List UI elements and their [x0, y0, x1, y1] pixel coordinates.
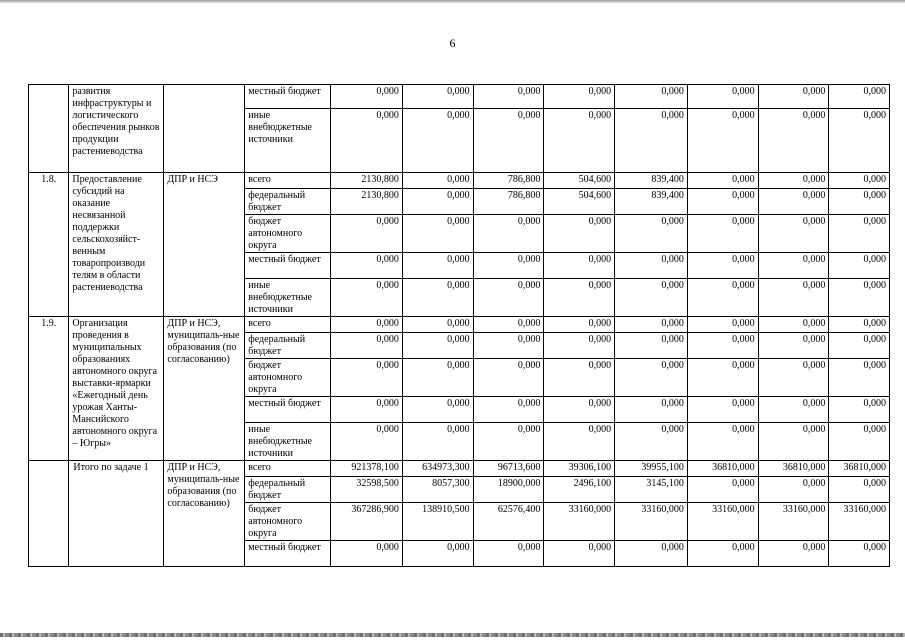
- amount-cell: 0,000: [829, 359, 890, 397]
- table-row: [29, 461, 890, 477]
- amount-cell: 0,000: [331, 423, 403, 461]
- funding-source: иные внебюджетные источники: [245, 109, 331, 173]
- amount-cell: 0,000: [331, 85, 403, 109]
- funding-source: местный бюджет: [245, 253, 331, 279]
- amount-cell: 0,000: [544, 397, 615, 423]
- amount-cell: 33160,000: [544, 503, 615, 541]
- amount-cell: 0,000: [758, 109, 829, 173]
- amount-cell: 0,000: [687, 477, 758, 503]
- amount-cell: 0,000: [615, 333, 688, 359]
- funding-source: бюджет автономного округа: [245, 215, 331, 253]
- amount-cell: 0,000: [544, 215, 615, 253]
- amount-cell: 0,000: [331, 317, 403, 333]
- amount-cell: 0,000: [402, 189, 473, 215]
- amount-cell: 0,000: [687, 253, 758, 279]
- amount-cell: 0,000: [687, 317, 758, 333]
- amount-cell: 0,000: [758, 173, 829, 189]
- amount-cell: 0,000: [687, 215, 758, 253]
- amount-cell: 921378,100: [331, 461, 403, 477]
- measure-name: Итого по задаче 1: [69, 461, 164, 567]
- amount-cell: 0,000: [331, 109, 403, 173]
- amount-cell: 0,000: [758, 85, 829, 109]
- amount-cell: 634973,300: [402, 461, 473, 477]
- amount-cell: 0,000: [829, 215, 890, 253]
- amount-cell: 33160,000: [615, 503, 688, 541]
- amount-cell: 0,000: [829, 109, 890, 173]
- amount-cell: 36810,000: [829, 461, 890, 477]
- amount-cell: 0,000: [402, 215, 473, 253]
- measure-name: развития инфраструктуры и логистического обеспечения рынков продукции растениеводства: [69, 85, 164, 173]
- amount-cell: 786,800: [473, 173, 544, 189]
- amount-cell: 0,000: [758, 215, 829, 253]
- row-index: [29, 461, 69, 567]
- amount-cell: 0,000: [687, 279, 758, 317]
- amount-cell: 18900,000: [473, 477, 544, 503]
- measure-name: Организация проведения в муниципальных образованиях автономного округа выставки-ярмарки «Ежегодный день урожая Ханты-Мансийского автономного округа – Югры»: [69, 317, 164, 461]
- funding-source: местный бюджет: [245, 541, 331, 567]
- page-number: 6: [449, 36, 456, 50]
- funding-source: бюджет автономного округа: [245, 359, 331, 397]
- amount-cell: 0,000: [615, 109, 688, 173]
- funding-source: всего: [245, 317, 331, 333]
- amount-cell: 0,000: [473, 423, 544, 461]
- amount-cell: 839,400: [615, 189, 688, 215]
- amount-cell: 0,000: [473, 85, 544, 109]
- amount-cell: 0,000: [687, 359, 758, 397]
- amount-cell: 96713,600: [473, 461, 544, 477]
- amount-cell: 0,000: [544, 109, 615, 173]
- amount-cell: 2130,800: [331, 189, 403, 215]
- amount-cell: 0,000: [473, 359, 544, 397]
- amount-cell: 0,000: [758, 359, 829, 397]
- amount-cell: 0,000: [473, 333, 544, 359]
- amount-cell: 0,000: [473, 109, 544, 173]
- amount-cell: 0,000: [544, 253, 615, 279]
- scan-edge-bottom: [0, 633, 905, 637]
- amount-cell: 2130,800: [331, 173, 403, 189]
- amount-cell: 0,000: [758, 397, 829, 423]
- amount-cell: 0,000: [544, 423, 615, 461]
- amount-cell: 0,000: [402, 279, 473, 317]
- amount-cell: 0,000: [331, 279, 403, 317]
- amount-cell: 504,600: [544, 189, 615, 215]
- amount-cell: 0,000: [687, 541, 758, 567]
- amount-cell: 0,000: [331, 359, 403, 397]
- executor: ДПР и НСЭ, муниципаль-ные образования (по согласованию): [164, 317, 245, 461]
- funding-source: иные внебюджетные источники: [245, 423, 331, 461]
- amount-cell: 2496,100: [544, 477, 615, 503]
- amount-cell: 0,000: [829, 173, 890, 189]
- amount-cell: 0,000: [615, 397, 688, 423]
- amount-cell: 0,000: [758, 423, 829, 461]
- amount-cell: 0,000: [758, 541, 829, 567]
- amount-cell: 33160,000: [758, 503, 829, 541]
- amount-cell: 0,000: [331, 541, 403, 567]
- executor: [164, 85, 245, 173]
- amount-cell: 33160,000: [687, 503, 758, 541]
- amount-cell: 0,000: [615, 215, 688, 253]
- amount-cell: 0,000: [544, 279, 615, 317]
- amount-cell: 0,000: [687, 173, 758, 189]
- row-index: [29, 85, 69, 173]
- amount-cell: 0,000: [758, 279, 829, 317]
- funding-source: федеральный бюджет: [245, 477, 331, 503]
- amount-cell: 0,000: [687, 333, 758, 359]
- amount-cell: 0,000: [473, 317, 544, 333]
- amount-cell: 0,000: [687, 189, 758, 215]
- amount-cell: 0,000: [402, 423, 473, 461]
- table-row: [29, 85, 890, 109]
- executor: ДПР и НСЭ, муниципаль-ные образования (по согласованию): [164, 461, 245, 567]
- amount-cell: 0,000: [473, 541, 544, 567]
- amount-cell: 62576,400: [473, 503, 544, 541]
- amount-cell: 0,000: [402, 85, 473, 109]
- table-row: [29, 317, 890, 333]
- executor: ДПР и НСЭ: [164, 173, 245, 317]
- amount-cell: 0,000: [402, 359, 473, 397]
- table-row: [29, 173, 890, 189]
- amount-cell: 0,000: [544, 359, 615, 397]
- funding-source: всего: [245, 461, 331, 477]
- amount-cell: 367286,900: [331, 503, 403, 541]
- amount-cell: 138910,500: [402, 503, 473, 541]
- amount-cell: 0,000: [331, 333, 403, 359]
- amount-cell: 0,000: [829, 85, 890, 109]
- amount-cell: 504,600: [544, 173, 615, 189]
- amount-cell: 0,000: [544, 317, 615, 333]
- amount-cell: 0,000: [829, 423, 890, 461]
- amount-cell: 3145,100: [615, 477, 688, 503]
- row-index: 1.9.: [29, 317, 69, 461]
- amount-cell: 0,000: [544, 333, 615, 359]
- funding-source: федеральный бюджет: [245, 189, 331, 215]
- funding-source: местный бюджет: [245, 85, 331, 109]
- amount-cell: 0,000: [544, 85, 615, 109]
- amount-cell: 0,000: [402, 253, 473, 279]
- amount-cell: 0,000: [615, 317, 688, 333]
- amount-cell: 0,000: [473, 253, 544, 279]
- amount-cell: 0,000: [829, 189, 890, 215]
- amount-cell: 0,000: [402, 109, 473, 173]
- funding-source: федеральный бюджет: [245, 333, 331, 359]
- scan-edge-top: [0, 0, 905, 3]
- amount-cell: 786,800: [473, 189, 544, 215]
- amount-cell: 0,000: [402, 333, 473, 359]
- amount-cell: 0,000: [402, 317, 473, 333]
- amount-cell: 33160,000: [829, 503, 890, 541]
- amount-cell: 39955,100: [615, 461, 688, 477]
- amount-cell: 0,000: [829, 477, 890, 503]
- budget-table: [28, 84, 890, 567]
- amount-cell: 0,000: [829, 333, 890, 359]
- amount-cell: 39306,100: [544, 461, 615, 477]
- amount-cell: 0,000: [615, 423, 688, 461]
- amount-cell: 0,000: [402, 397, 473, 423]
- funding-source: иные внебюджетные источники: [245, 279, 331, 317]
- amount-cell: 0,000: [331, 253, 403, 279]
- amount-cell: 0,000: [687, 109, 758, 173]
- row-index: 1.8.: [29, 173, 69, 317]
- amount-cell: 0,000: [687, 85, 758, 109]
- amount-cell: 0,000: [829, 317, 890, 333]
- amount-cell: 0,000: [758, 253, 829, 279]
- amount-cell: 0,000: [473, 279, 544, 317]
- funding-source: бюджет автономного округа: [245, 503, 331, 541]
- amount-cell: 0,000: [829, 397, 890, 423]
- amount-cell: 0,000: [758, 189, 829, 215]
- amount-cell: 0,000: [758, 333, 829, 359]
- amount-cell: 0,000: [331, 397, 403, 423]
- amount-cell: 0,000: [615, 253, 688, 279]
- amount-cell: 0,000: [615, 359, 688, 397]
- amount-cell: 32598,500: [331, 477, 403, 503]
- amount-cell: 8057,300: [402, 477, 473, 503]
- amount-cell: 0,000: [829, 279, 890, 317]
- amount-cell: 0,000: [544, 541, 615, 567]
- amount-cell: 0,000: [687, 397, 758, 423]
- amount-cell: 0,000: [331, 215, 403, 253]
- table-body: [29, 85, 890, 567]
- amount-cell: 839,400: [615, 173, 688, 189]
- amount-cell: 0,000: [687, 423, 758, 461]
- amount-cell: 0,000: [758, 477, 829, 503]
- amount-cell: 0,000: [615, 279, 688, 317]
- amount-cell: 36810,000: [758, 461, 829, 477]
- amount-cell: 0,000: [473, 215, 544, 253]
- measure-name: Предоставление субсидий на оказание несвязанной поддержки сельскохозяйст-венным товаропроизводи телям в области растениеводства: [69, 173, 164, 317]
- funding-source: всего: [245, 173, 331, 189]
- funding-source: местный бюджет: [245, 397, 331, 423]
- amount-cell: 36810,000: [687, 461, 758, 477]
- amount-cell: 0,000: [829, 541, 890, 567]
- amount-cell: 0,000: [615, 541, 688, 567]
- amount-cell: 0,000: [402, 541, 473, 567]
- amount-cell: 0,000: [758, 317, 829, 333]
- amount-cell: 0,000: [829, 253, 890, 279]
- amount-cell: 0,000: [402, 173, 473, 189]
- amount-cell: 0,000: [473, 397, 544, 423]
- amount-cell: 0,000: [615, 85, 688, 109]
